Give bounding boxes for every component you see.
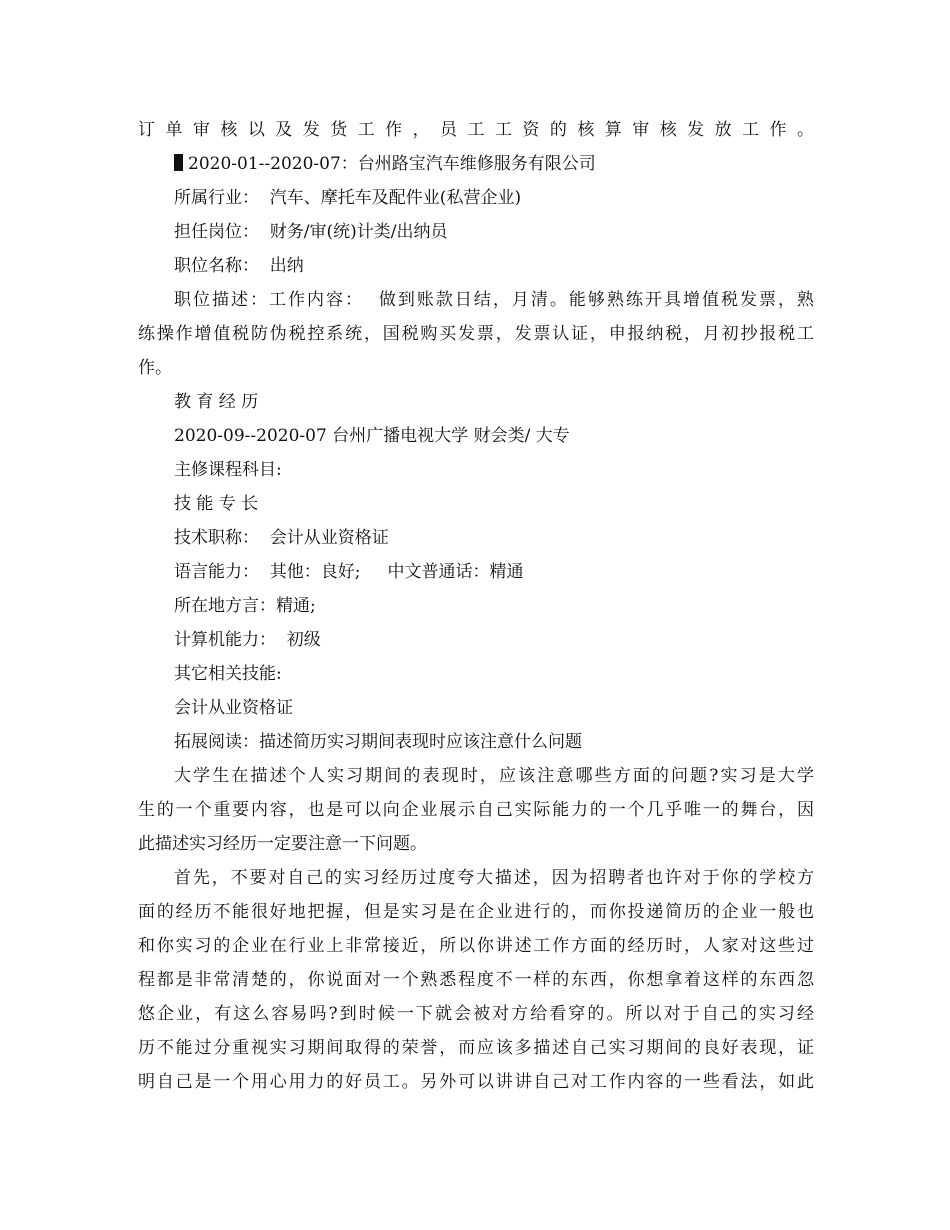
dialect-line: 所在地方言：精通;	[174, 596, 316, 616]
education-heading: 教 育 经 历	[174, 392, 259, 412]
job-heading-text: 2020-01--2020-07：台州路宝汽车维修服务有限公司	[188, 154, 596, 174]
other-skills-value: 会计从业资格证	[174, 698, 293, 718]
paragraph-line: 悠企业，有这么容易吗?到时候一下就会被对方给看穿的。所以对于自己的实习经	[138, 1004, 814, 1024]
paragraph-line: 生的一个重要内容，也是可以向企业展示自己实际能力的一个几乎唯一的舞台，因	[138, 800, 814, 820]
paragraph-line: 明自己是一个用心用力的好员工。另外可以讲讲自己对工作内容的一些看法，如此	[138, 1072, 814, 1092]
job-heading	[174, 153, 596, 175]
paragraph-line: 程都是非常清楚的，你说面对一个熟悉程度不一样的东西，你想拿着这样的东西忽	[138, 970, 814, 990]
paragraph-line: 和你实习的企业在行业上非常接近，所以你讲述工作方面的经历时，人家对这些过	[138, 936, 814, 956]
paragraph-line: 历不能过分重视实习期间取得的荣誉，而应该多描述自己实习期间的良好表现，证	[138, 1038, 814, 1058]
job-description-line: 职位描述：工作内容： 做到账款日结，月清。能够熟练开具增值税发票，熟	[174, 290, 814, 310]
paragraph-line: 大学生在描述个人实习期间的表现时，应该注意哪些方面的问题?实习是大学	[174, 766, 814, 786]
industry-line: 所属行业： 汽车、摩托车及配件业(私营企业)	[174, 188, 522, 208]
text-line: 练操作增值税防伪税控系统，国税购买发票，发票认证，申报纳税，月初抄报税工	[138, 324, 814, 344]
job-title-line: 职位名称： 出纳	[174, 256, 304, 276]
paragraph-line: 此描述实习经历一定要注意一下问题。	[138, 834, 427, 854]
education-line: 2020-09--2020-07 台州广播电视大学 财会类/ 大专	[174, 426, 570, 446]
computer-skill-line: 计算机能力： 初级	[174, 630, 321, 650]
skills-heading: 技 能 专 长	[174, 494, 259, 514]
certificate-line: 技术职称： 会计从业资格证	[174, 528, 389, 548]
text-line: 作。	[138, 358, 172, 378]
text-line: 订单审核以及发货工作，员工工资的核算审核发放工作。	[138, 120, 814, 140]
other-skills-line: 其它相关技能:	[174, 664, 282, 684]
square-bullet-icon	[174, 154, 183, 171]
paragraph-line: 面的经历不能很好地把握，但是实习是在企业进行的，而你投递简历的企业一般也	[138, 902, 814, 922]
paragraph-line: 首先，不要对自己的实习经历过度夸大描述，因为招聘者也许对于你的学校方	[174, 868, 814, 888]
language-line: 语言能力： 其他：良好; 中文普通话：精通	[174, 562, 524, 582]
position-line: 担任岗位： 财务/审(统)计类/出纳员	[174, 222, 448, 242]
courses-line: 主修课程科目:	[174, 460, 282, 480]
reading-heading: 拓展阅读：描述简历实习期间表现时应该注意什么问题	[174, 732, 582, 752]
